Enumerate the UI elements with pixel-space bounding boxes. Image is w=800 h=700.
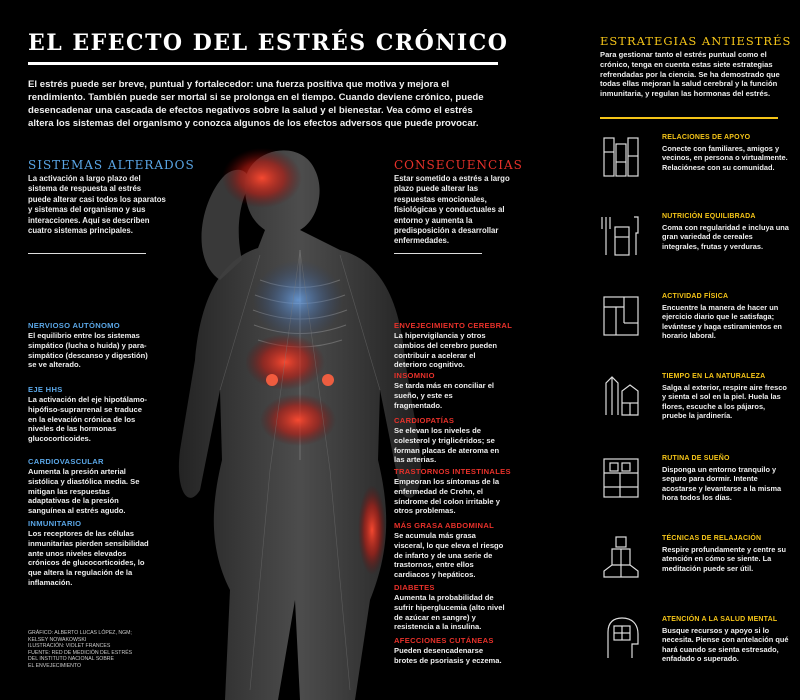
strategy-title: ACTIVIDAD FÍSICA bbox=[662, 293, 729, 300]
credit-line: EL ENVEJECIMIENTO bbox=[28, 662, 82, 669]
consequence-title: TRASTORNOS INTESTINALES bbox=[394, 467, 511, 476]
strategy-item bbox=[600, 535, 790, 605]
consequence-title: CARDIOPATÍAS bbox=[394, 416, 455, 425]
system-title: INMUNITARIO bbox=[28, 519, 82, 528]
strategy-item bbox=[600, 293, 790, 363]
strategy-title: TÉCNICAS DE RELAJACIÓN bbox=[662, 535, 762, 542]
utensils-icon bbox=[600, 213, 642, 259]
strategy-body: Respire profundamente y centre su atención en cómo se siente. La meditación puede ser útil. bbox=[662, 545, 787, 573]
strategy-body: Encuentre la manera de hacer un ejercicio diario que le satisfaga; levántese y haga estiramientos en horario laboral. bbox=[662, 303, 782, 341]
strategy-title: ATENCIÓN A LA SALUD MENTAL bbox=[662, 616, 778, 623]
brain-glow bbox=[222, 148, 302, 208]
consequences-intro: Estar sometido a estrés a largo plazo puede alterar las respuestas emocionales, fisiológicas y conductuales al entorno y aumenta la predisposición a desarrollar enfermedades. bbox=[394, 174, 510, 246]
credits bbox=[28, 630, 178, 670]
consequence-body: Se acumula más grasa visceral, lo que eleva el riesgo de infarto y de una serie de trastornos, entre ellos cardiacos y hepáticos. bbox=[394, 531, 504, 580]
strategies-rule bbox=[600, 117, 778, 119]
strategy-body: Disponga un entorno tranquilo y seguro para dormir. Intente acostarse y levantarse a la misma hora todos los días. bbox=[662, 465, 782, 503]
consequence-title: INSOMNIO bbox=[394, 371, 435, 380]
strategies-heading: ESTRATEGIAS ANTIESTRÉS bbox=[600, 34, 792, 48]
consequence-title: ENVEJECIMIENTO CEREBRAL bbox=[394, 321, 513, 330]
intestine-glow bbox=[260, 394, 336, 446]
system-title: NERVIOSO AUTÓNOMO bbox=[28, 321, 121, 330]
credit-line: ILUSTRACIÓN: VIOLET FRANCES bbox=[28, 643, 111, 650]
credit-line: KELSEY NOWAKOWSKI bbox=[28, 636, 87, 643]
consequence-body: Empeoran los síntomas de la enfermedad de Crohn, el síndrome del colon irritable y otros problemas. bbox=[394, 477, 500, 516]
intro-text: El estrés puede ser breve, puntual y fortalecedor: una fuerza positiva que motiva y mejora el rendimiento. También puede ser mortal si se prolonga en el tiempo. Cuando deviene crónico, puede desencadenar una cascada de efectos negativos sobre la salud y el bienestar. Vea cómo el estrés altera los sistemas del organismo y conozca algunos de los efectos adversos que puede provocar. bbox=[28, 79, 484, 129]
consequence-body: Aumenta la probabilidad de sufrir hiperglucemia (alto nivel de azúcar en sangre) y resistencia a la insulina. bbox=[394, 593, 505, 632]
system-title: EJE HHS bbox=[28, 385, 63, 394]
consequence-title: DIABETES bbox=[394, 583, 435, 592]
bed-icon bbox=[600, 455, 642, 501]
adrenal-glow bbox=[266, 374, 278, 386]
systems-intro: La activación a largo plazo del sistema de respuesta al estrés puede alterar casi todos los aparatos y sistemas del organismo y sus interacciones. Aquí se describen cuatro sistemas principales. bbox=[28, 174, 166, 236]
consequence-title: AFECCIONES CUTÁNEAS bbox=[394, 636, 494, 645]
system-body: El equilibrio entre los sistemas simpático (lucha o huida) y para-simpático (descanso y digestión) se ve alterado. bbox=[28, 331, 148, 370]
people-icon bbox=[600, 134, 642, 180]
strategy-item bbox=[600, 455, 790, 525]
consequences-heading: CONSECUENCIAS bbox=[394, 158, 523, 172]
consequence-body: Se tarda más en conciliar el sueño, y este es fragmentado. bbox=[394, 381, 495, 410]
strategy-item bbox=[600, 373, 790, 443]
consequence-title: MÁS GRASA ABDOMINAL bbox=[394, 521, 495, 530]
runner-icon bbox=[600, 293, 642, 339]
consequences-rule bbox=[394, 253, 482, 254]
strategy-body: Salga al exterior, respire aire fresco y sienta el sol en la piel. Huela las flores, escuche a los pájaros, pruebe la jardinería. bbox=[662, 383, 787, 421]
credit-line: FUENTE: RED DE MEDICIÓN DEL ESTRÉS bbox=[28, 649, 133, 656]
system-body: Aumenta la presión arterial sistólica y diastólica media. Se mitigan las respuestas adaptativas de la presión sanguínea al estrés agudo. bbox=[28, 467, 140, 516]
system-body: Los receptores de las células inmunitarias pierden sensibilidad ante unos niveles elevados crónicos de glucocorticoides, lo que altera la regulación de la inflamación. bbox=[28, 529, 149, 587]
strategy-title: TIEMPO EN LA NATURALEZA bbox=[662, 373, 766, 380]
strategy-item bbox=[600, 134, 790, 204]
systems-heading: SISTEMAS ALTERADOS bbox=[28, 158, 195, 172]
consequence-body: Se elevan los niveles de colesterol y triglicéridos; se forman placas de ateroma en las arterias. bbox=[394, 426, 500, 465]
title-rule bbox=[28, 62, 498, 65]
consequence-body: La hipervigilancia y otros cambios del cerebro pueden contribuir a acelerar el deterioro cognitivo. bbox=[394, 331, 497, 370]
system-body: La activación del eje hipotálamo-hipófiso-suprarrenal se traduce en la elevación crónica de los niveles de las hormonas glucocorticoides. bbox=[28, 395, 148, 444]
strategy-body: Conecte con familiares, amigos y vecinos, en persona o virtualmente. Relaciónese con su comunidad. bbox=[662, 144, 788, 172]
adrenal-glow bbox=[322, 374, 334, 386]
credit-line: DEL INSTITUTO NACIONAL SOBRE bbox=[28, 656, 114, 663]
systems-rule bbox=[28, 253, 146, 254]
strategies-intro: Para gestionar tanto el estrés puntual como el crónico, tenga en cuenta estas siete estrategias refrendadas por la ciencia. Se ha demostrado que todas ellas mejoran la salud cerebral y la función inmunitaria, y regulan las hormonas del estrés. bbox=[600, 50, 780, 99]
strategy-title: RUTINA DE SUEÑO bbox=[662, 455, 730, 462]
strategy-body: Coma con regularidad e incluya una gran variedad de cereales integrales, frutas y verduras. bbox=[662, 223, 789, 251]
lungs-glow bbox=[253, 260, 343, 340]
head-icon bbox=[600, 616, 642, 662]
strategy-title: NUTRICIÓN EQUILIBRADA bbox=[662, 213, 756, 220]
meditation-icon bbox=[600, 535, 642, 581]
tree-icon bbox=[600, 373, 642, 419]
system-title: CARDIOVASCULAR bbox=[28, 457, 104, 466]
strategy-body: Busque recursos y apoyo si lo necesita. Piense con antelación qué hará cuando se sienta estresado, enfadado o superado. bbox=[662, 626, 789, 664]
strategy-title: RELACIONES DE APOYO bbox=[662, 134, 751, 141]
strategy-item bbox=[600, 616, 790, 686]
page-title: EL EFECTO DEL ESTRÉS CRÓNICO bbox=[28, 30, 509, 56]
strategy-item bbox=[600, 213, 790, 283]
consequence-body: Pueden desencadenarse brotes de psoriasis y eczema. bbox=[394, 646, 502, 665]
skin-glow bbox=[358, 485, 386, 575]
credit-line: GRÁFICO: ALBERTO LUCAS LÓPEZ, NGM; bbox=[28, 630, 132, 636]
